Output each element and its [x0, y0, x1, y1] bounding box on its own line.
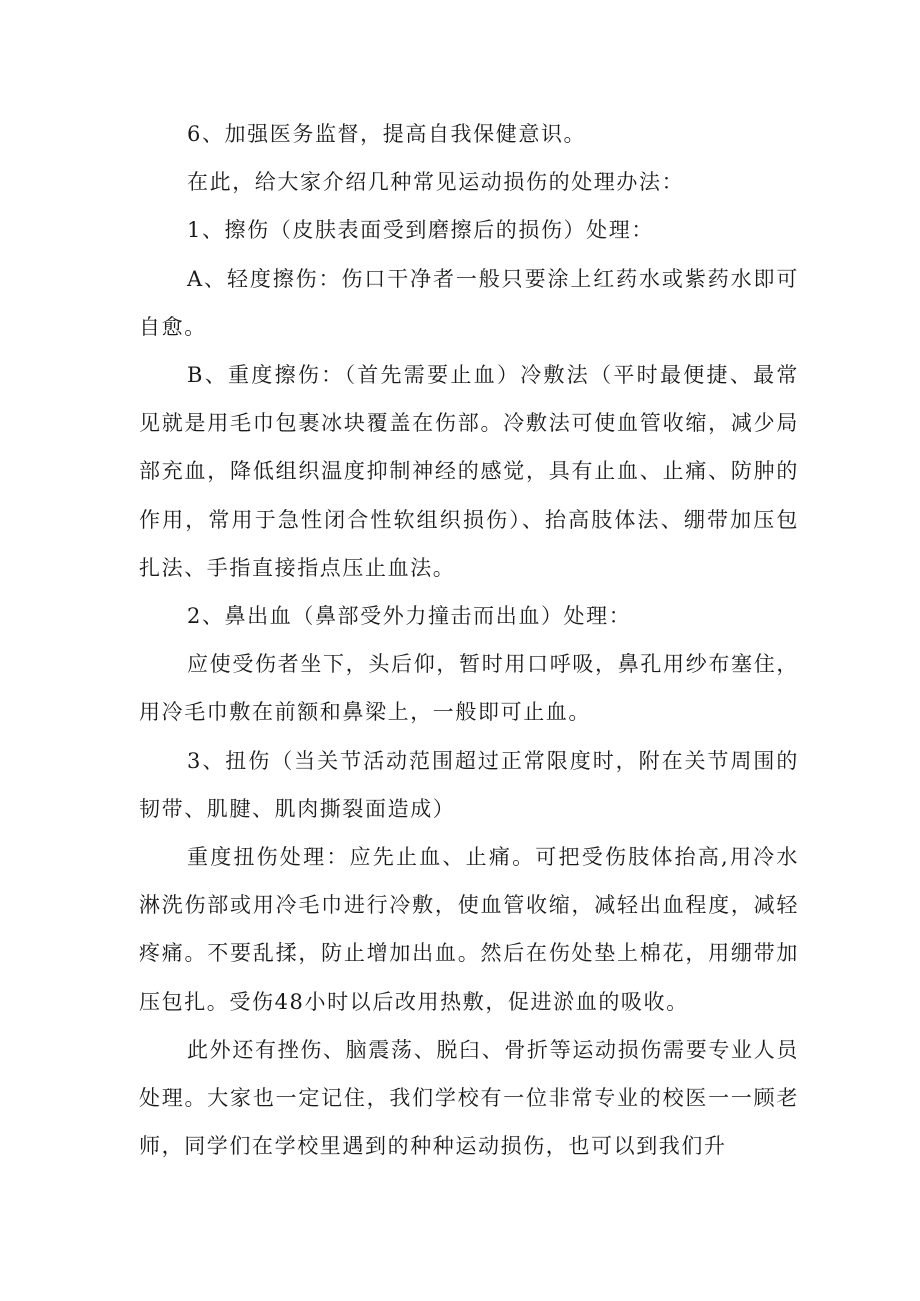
paragraph-abrasion-heading: 1、擦伤（皮肤表面受到磨擦后的损伤）处理： — [187, 218, 654, 243]
paragraph-other-injuries: 此外还有挫伤、脑震荡、脱臼、骨折等运动损伤需要专业人员处理。大家也一定记住，我们学校有一位非常专业的校医一一顾老师，同学们在学校里遇到的种种运动损伤，也可以到我们升 — [139, 1037, 799, 1159]
paragraph-introduction: 在此，给大家介绍几种常见运动损伤的处理办法： — [187, 170, 685, 195]
paragraph-nosebleed-heading: 2、鼻出血（鼻部受外力撞击而出血）处理： — [187, 604, 632, 629]
paragraph-medical-supervision: 6、加强医务监督，提高自我保健意识。 — [187, 122, 587, 146]
paragraph-mild-abrasion: A、轻度擦伤：伤口干净者一般只要涂上红药水或紫药水即可自愈。 — [139, 266, 799, 339]
paragraph-sprain-heading: 3、扭伤（当关节活动范围超过正常限度时，附在关节周围的韧带、肌腱、肌肉撕裂面造成） — [139, 748, 799, 821]
paragraph-nosebleed-treatment: 应使受伤者坐下，头后仰，暂时用口呼吸，鼻孔用纱布塞住，用冷毛巾敷在前额和鼻梁上，一般即可止血。 — [139, 652, 799, 725]
paragraph-severe-abrasion: B、重度擦伤：（首先需要止血）冷敷法（平时最便捷、最常见就是用毛巾包裹冰块覆盖在伤部。冷敷法可使血管收缩，减少局部充血，降低组织温度抑制神经的感觉，具有止血、止痛、防肿的作用，常用于急性闭合性软组织损伤）、抬高肢体法、绷带加压包扎法、手指直接指点压止血法。 — [139, 363, 799, 580]
body-text — [139, 110, 799, 1170]
paragraph-severe-sprain: 重度扭伤处理：应先止血、止痛。可把受伤肢体抬高,用冷水淋洗伤部或用冷毛巾进行冷敷，使血管收缩，减轻出血程度，减轻疼痛。不要乱揉，防止增加出血。然后在伤处垫上棉花，用绷带加压包扎。受伤48小时以后改用热敷，促进淤血的吸收。 — [139, 845, 799, 1014]
